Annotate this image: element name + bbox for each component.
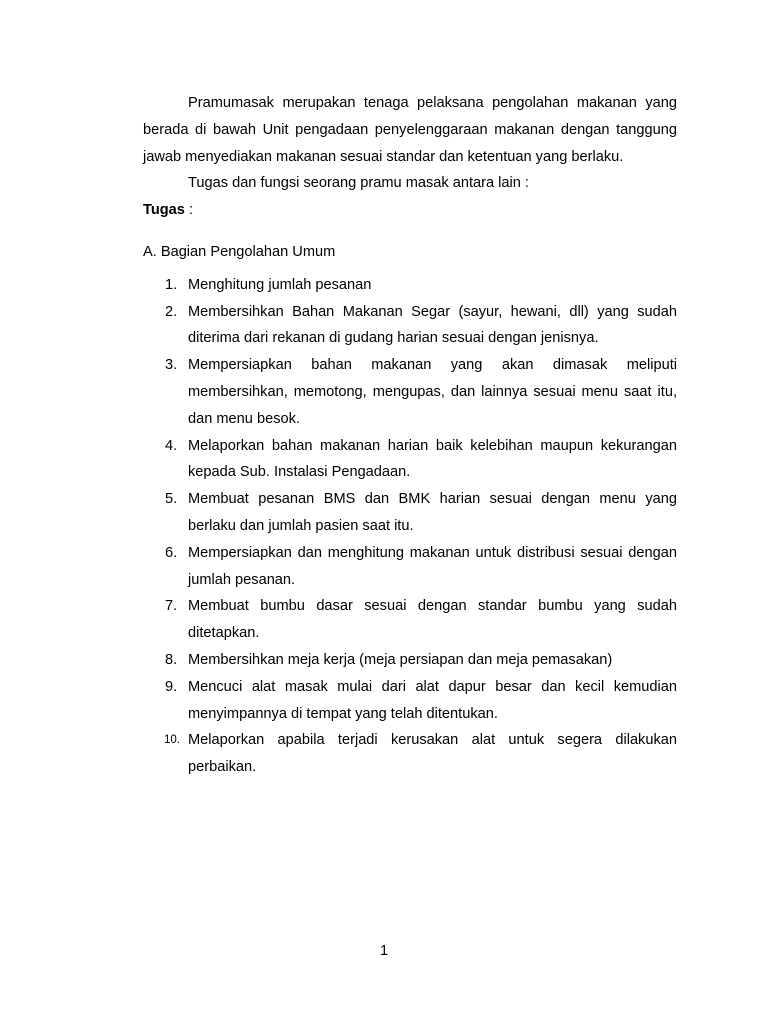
tugas-colon: :: [184, 202, 194, 219]
task-list: [143, 272, 677, 781]
list-item: [143, 272, 677, 299]
list-item-text: Menghitung jumlah pesanan: [188, 276, 372, 293]
section-a-title: A. Bagian Pengolahan Umum: [143, 243, 336, 260]
list-item: [143, 647, 677, 674]
list-item: [143, 299, 677, 353]
list-item: [143, 727, 677, 781]
intro-paragraph: Pramumasak merupakan tenaga pelaksana pengolahan makanan yang berada di bawah Unit pengadaan penyelenggaraan makanan dengan tanggung jawab menyediakan makanan sesuai standar dan ketentuan yang berlaku.: [143, 95, 677, 165]
list-item: [143, 540, 677, 594]
list-item-text: Membersihkan Bahan Makanan Segar (sayur, hewani, dll) yang sudah diterima dari rekanan di gudang harian sesuai dengan jenisnya.: [188, 303, 677, 347]
list-item-text: Membersihkan meja kerja (meja persiapan dan meja pemasakan): [188, 651, 613, 668]
list-item-text: Membuat pesanan BMS dan BMK harian sesuai dengan menu yang berlaku dan jumlah pasien saat itu.: [188, 491, 677, 534]
list-item-text: Mempersiapkan dan menghitung makanan untuk distribusi sesuai dengan jumlah pesanan.: [188, 544, 677, 588]
list-item: [143, 674, 677, 728]
list-item-text: Melaporkan bahan makanan harian baik kelebihan maupun kekurangan kepada Sub. Instalasi Pengadaan.: [188, 437, 677, 481]
tugas-heading: [143, 197, 677, 224]
page-body: [143, 90, 677, 781]
list-item-number: 10.: [164, 734, 180, 747]
list-item-number: 5.: [165, 491, 178, 508]
list-item-text: Membuat bumbu dasar sesuai dengan standar bumbu yang sudah ditetapkan.: [188, 598, 677, 642]
tugas-label: Tugas: [143, 202, 185, 219]
list-item-number: 7.: [165, 598, 178, 615]
list-item-text: Mencuci alat masak mulai dari alat dapur besar dan kecil kemudian menyimpannya di tempat yang telah ditentukan.: [188, 678, 677, 722]
list-item-number: 6.: [165, 544, 178, 561]
duties-intro: Tugas dan fungsi seorang pramu masak antara lain :: [188, 175, 529, 192]
list-item: [143, 593, 677, 647]
list-item-number: 8.: [165, 651, 178, 668]
list-item-number: 1.: [165, 276, 178, 293]
list-item-number: 3.: [165, 357, 178, 374]
list-item-number: 4.: [165, 437, 178, 454]
page-number: 1: [379, 943, 389, 959]
list-item-text: Mempersiapkan bahan makanan yang akan dimasak meliputi membersihkan, memotong, mengupas, dan lainnya sesuai menu saat itu, dan menu besok.: [188, 357, 677, 427]
list-item: [143, 352, 677, 432]
list-item-number: 9.: [165, 678, 178, 695]
list-item-number: 2.: [165, 303, 178, 320]
list-item: [143, 486, 677, 540]
list-item-text: Melaporkan apabila terjadi kerusakan alat untuk segera dilakukan perbaikan.: [188, 732, 677, 776]
list-item: [143, 433, 677, 487]
